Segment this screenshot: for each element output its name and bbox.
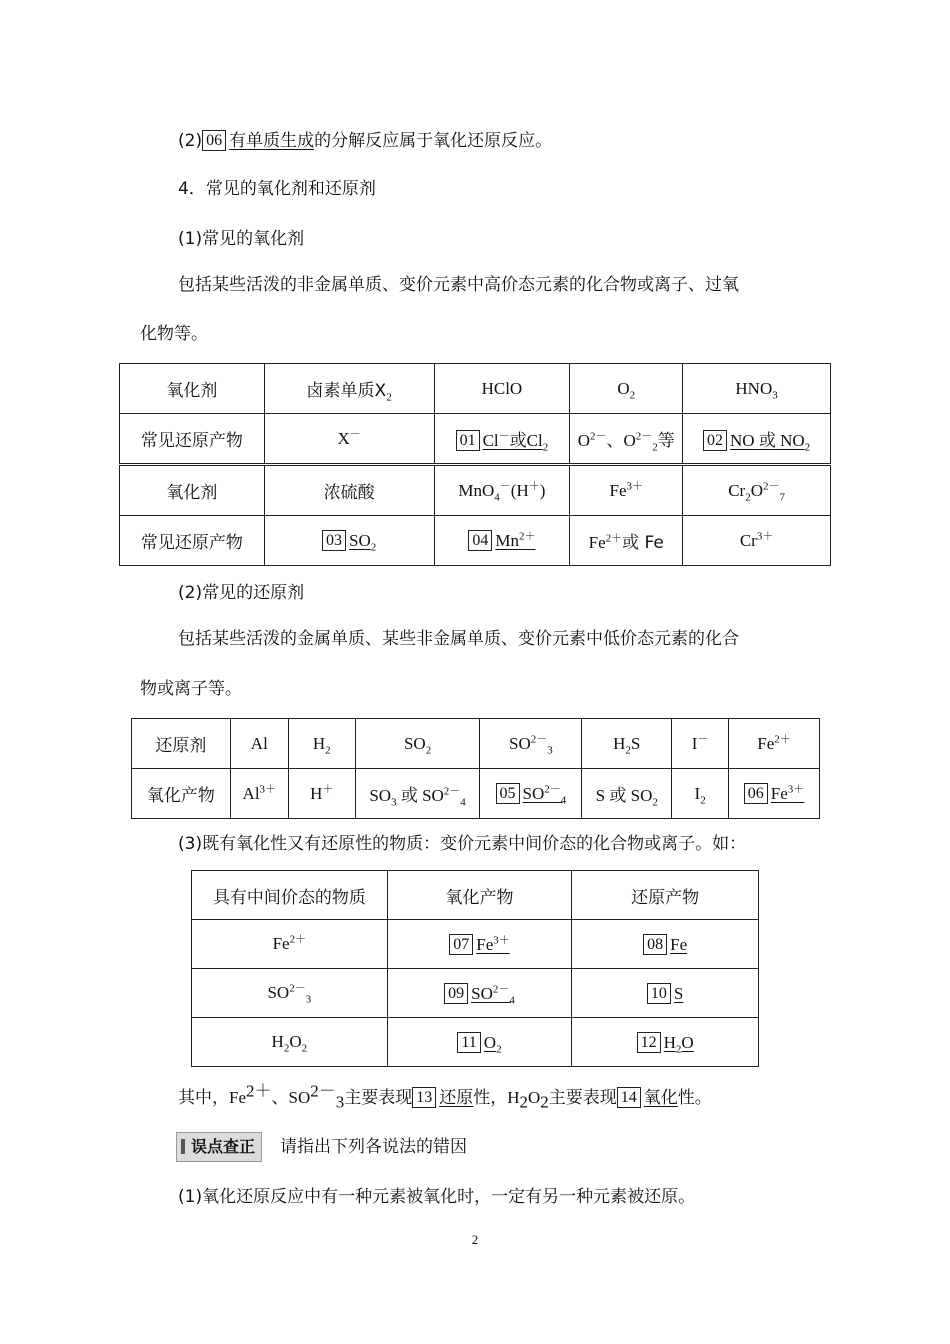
error-check-instruction: 请指出下列各说法的错因: [280, 1137, 468, 1157]
table-cell: 常见还原产物: [120, 414, 265, 465]
answer-text: 还原: [439, 1088, 474, 1108]
table-cell: H＋: [288, 769, 355, 819]
table-cell: 常见还原产物: [120, 516, 265, 566]
table-header-cell: 氧化产物: [387, 871, 572, 920]
table-cell: 08 Fe: [572, 920, 759, 969]
answer-number-box: 01: [456, 430, 480, 451]
item-prefix: (2): [178, 131, 203, 151]
table-cell: 04 $Mn^{2+}$: [434, 516, 570, 566]
table-cell: $Cr^{3+}$: [683, 516, 831, 566]
answer-number-box: 11: [457, 1032, 480, 1053]
table-cell: $H_2S$: [582, 719, 672, 769]
table-cell: $SO^{2-}_3$: [480, 719, 582, 769]
table-cell: 07 $Fe^{3+}$: [387, 920, 572, 969]
table-header-cell: 还原产物: [572, 871, 759, 920]
table-cell: 卤素单质$X_2$: [264, 364, 434, 414]
table-cell: $HNO_3$: [683, 364, 831, 414]
table-cell: $O^{2-}$、$O^{2-}_2$等: [570, 414, 683, 465]
table-cell: 10 S: [572, 969, 759, 1018]
error-check-line: [176, 1132, 467, 1162]
oxidant-description-2: 化物等。: [140, 324, 208, 344]
oxidant-description-1: 包括某些活泼的非金属单质、变价元素中高价态元素的化合物或离子、过氧: [178, 275, 739, 295]
table-row: [132, 769, 820, 819]
answer-number-box: 05: [496, 783, 520, 804]
answer-number-box: 06: [202, 130, 226, 151]
table-header-cell: 具有中间价态的物质: [192, 871, 388, 920]
table-cell: $O_2$: [570, 364, 683, 414]
table-cell: 11 $O_2$: [387, 1018, 572, 1067]
oxidant-table: [119, 363, 831, 566]
section-heading-4: 4．常见的氧化剂和还原剂: [178, 179, 376, 199]
answer-number-box: 08: [643, 934, 667, 955]
table-cell: I－: [672, 719, 729, 769]
intro-rest: 的分解反应属于氧化还原反应。: [314, 131, 553, 151]
table-row: [120, 414, 831, 465]
answer-text: 有单质生成: [229, 131, 315, 151]
table-cell: $Al^{3+}$: [230, 769, 288, 819]
oxidant-heading: (1)常见的氧化剂: [178, 229, 305, 249]
intermediate-table: [191, 870, 759, 1067]
table-cell: 02 NO 或 $NO_2$: [683, 414, 831, 465]
table-cell: 氧化产物: [132, 769, 231, 819]
answer-number-box: 03: [322, 530, 346, 551]
table-cell: $H_2$: [288, 719, 355, 769]
table-cell: $Fe^{2+}$: [729, 719, 820, 769]
reductant-description-2: 物或离子等。: [140, 679, 242, 699]
tag-bar-icon: [181, 1139, 185, 1154]
error-check-tag: 误点查正: [176, 1132, 262, 1162]
intro-line: [178, 128, 552, 154]
table-cell: $SO_2$: [355, 719, 480, 769]
table-cell: $Fe^{3+}$: [570, 465, 683, 516]
table-cell: Al: [230, 719, 288, 769]
table-row: [192, 920, 759, 969]
table-cell: 01 Cl－或$Cl_2$: [434, 414, 570, 465]
table-cell: $I_2$: [672, 769, 729, 819]
table-cell: 05 $SO^{2-}_4$: [480, 769, 582, 819]
table-cell: 浓硫酸: [264, 465, 434, 516]
answer-text: 氧化: [643, 1088, 678, 1108]
table-cell: 06 $Fe^{3+}$: [729, 769, 820, 819]
table-row: [120, 516, 831, 566]
answer-number-box: 04: [468, 530, 492, 551]
table-cell: X－: [264, 414, 434, 465]
answer-number-box: 10: [647, 983, 671, 1004]
answer-number-box: 09: [444, 983, 468, 1004]
question-1: (1)氧化还原反应中有一种元素被氧化时，一定有另一种元素被还原。: [178, 1187, 696, 1207]
reductant-description-1: 包括某些活泼的金属单质、某些非金属单质、变价元素中低价态元素的化合: [178, 629, 739, 649]
table-cell: 氧化剂: [120, 465, 265, 516]
table-cell: 09 $SO^{2-}_4$: [387, 969, 572, 1018]
page-number: 2: [471, 1232, 479, 1247]
table-cell: $H_2O_2$: [192, 1018, 388, 1067]
answer-number-box: 07: [449, 934, 473, 955]
table-cell: S 或 $SO_2$: [582, 769, 672, 819]
intermediate-heading: (3)既有氧化性又有还原性的物质：变价元素中间价态的化合物或离子。如：: [178, 834, 747, 854]
table-row: [192, 969, 759, 1018]
answer-number-box: 14: [617, 1087, 641, 1108]
table-cell: MnO$_4$－(H＋): [434, 465, 570, 516]
reductant-heading: (2)常见的还原剂: [178, 583, 305, 603]
table-cell: $SO^{2-}_3$: [192, 969, 388, 1018]
table-cell: $Cr_2O^{2-}_7$: [683, 465, 831, 516]
table-cell: 还原剂: [132, 719, 231, 769]
answer-number-box: 13: [412, 1087, 436, 1108]
answer-number-box: 06: [744, 783, 768, 804]
summary-line: 其中，$Fe^{2+}$、$SO^{2-}_3$主要表现 13 还原性，$H_2O_2$主要表现 14 氧化性。: [178, 1081, 712, 1112]
reductant-table: [131, 718, 820, 819]
table-cell: 03 $SO_2$: [264, 516, 434, 566]
answer-number-box: 12: [637, 1032, 661, 1053]
table-row: [120, 364, 831, 414]
table-cell: 氧化剂: [120, 364, 265, 414]
table-cell: 12 $H_2O$: [572, 1018, 759, 1067]
table-row: [192, 871, 759, 920]
table-row: [120, 465, 831, 516]
table-cell: $Fe^{2+}$或 Fe: [570, 516, 683, 566]
table-row: [192, 1018, 759, 1067]
table-cell: $SO_3$ 或 $SO^{2-}_4$: [355, 769, 480, 819]
table-cell: $Fe^{2+}$: [192, 920, 388, 969]
table-row: [132, 719, 820, 769]
answer-number-box: 02: [703, 430, 727, 451]
table-cell: HClO: [434, 364, 570, 414]
